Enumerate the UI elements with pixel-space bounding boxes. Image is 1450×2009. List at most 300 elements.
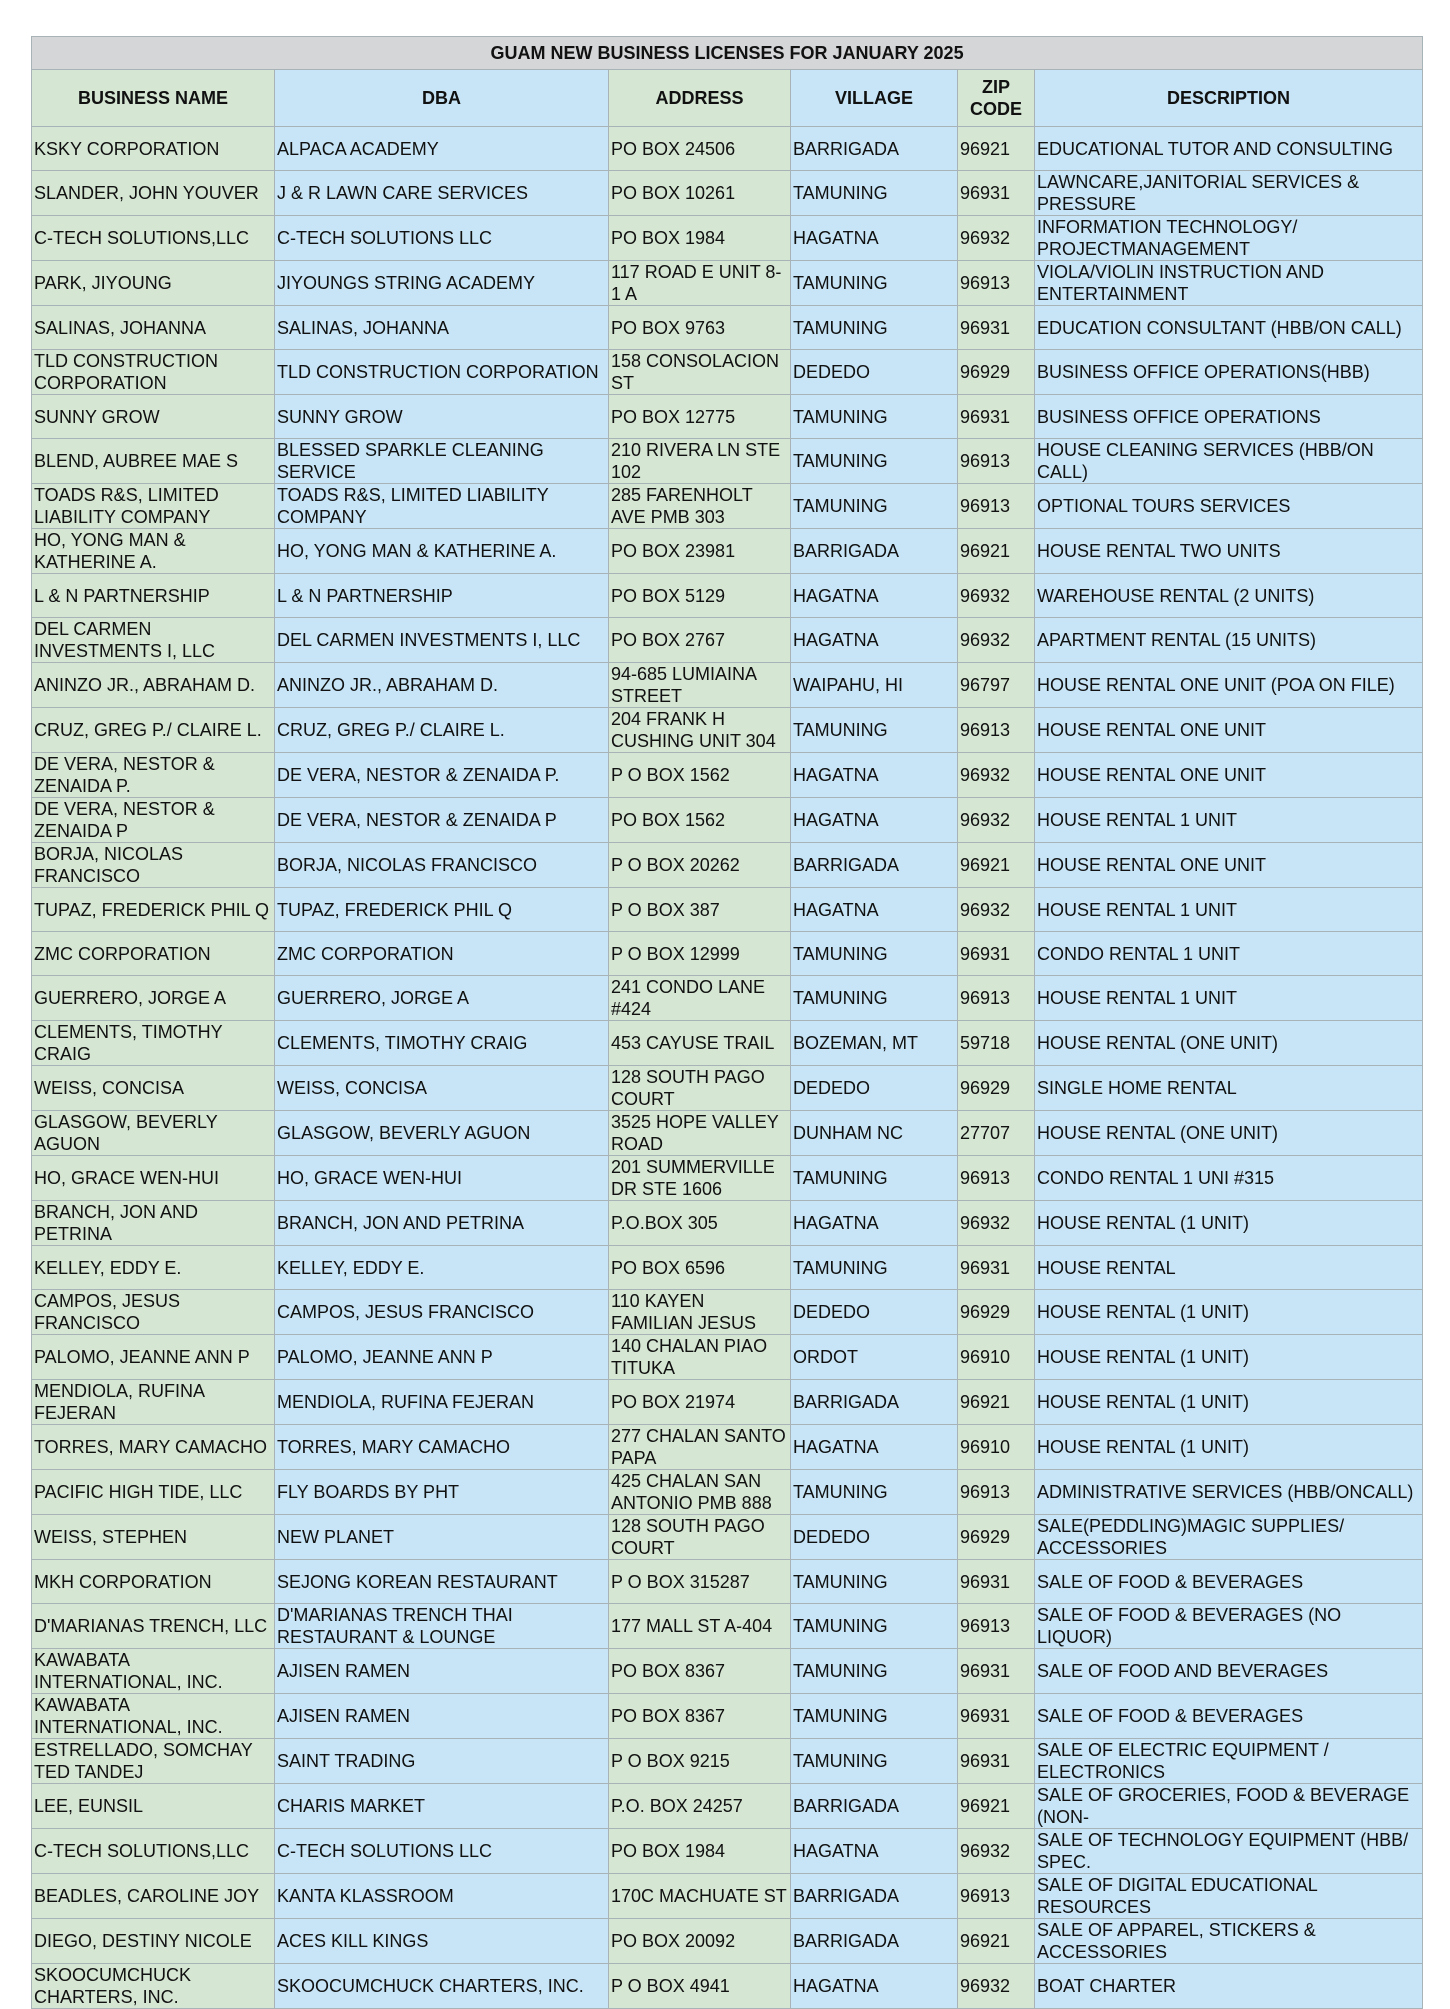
table-row xyxy=(32,618,1423,663)
cell-dba-text: WEISS, CONCISA xyxy=(277,1078,428,1098)
cell-zip xyxy=(958,1604,1035,1649)
cell-village xyxy=(791,1156,958,1201)
table-row xyxy=(32,753,1423,798)
cell-dba xyxy=(275,1739,609,1784)
cell-dba-text: TORRES, MARY CAMACHO xyxy=(277,1437,511,1457)
cell-zip xyxy=(958,888,1035,932)
cell-zip-text: 96913 xyxy=(960,988,1011,1008)
cell-address xyxy=(609,171,791,216)
cell-business-name xyxy=(32,753,275,798)
cell-zip-text: 96931 xyxy=(960,1661,1011,1681)
cell-business-name xyxy=(32,1649,275,1694)
table-row xyxy=(32,1156,1423,1201)
cell-business-name xyxy=(32,1470,275,1515)
cell-business-name xyxy=(32,1380,275,1425)
cell-village-text: HAGATNA xyxy=(793,1213,879,1233)
cell-address xyxy=(609,484,791,529)
cell-dba-text: HO, YONG MAN & KATHERINE A. xyxy=(277,541,557,561)
cell-zip xyxy=(958,1874,1035,1919)
cell-business-name-text: PALOMO, JEANNE ANN P xyxy=(34,1347,250,1367)
cell-description xyxy=(1035,395,1423,439)
cell-village-text: BARRIGADA xyxy=(793,1886,900,1906)
header-dba: DBA xyxy=(275,70,609,127)
cell-description-text: WAREHOUSE RENTAL (2 UNITS) xyxy=(1037,585,1315,606)
cell-zip-text: 96932 xyxy=(960,585,1011,606)
cell-dba xyxy=(275,1964,609,2009)
cell-dba-text: GUERRERO, JORGE A xyxy=(277,988,470,1008)
cell-zip-text: 96932 xyxy=(960,1976,1011,1996)
cell-dba xyxy=(275,1784,609,1829)
cell-dba-text: SALINAS, JOHANNA xyxy=(277,317,450,338)
cell-address-text: P.O. BOX 24257 xyxy=(611,1796,743,1816)
cell-village-text: WAIPAHU, HI xyxy=(793,675,904,695)
cell-business-name-text: BLEND, AUBREE MAE S xyxy=(34,451,239,471)
cell-address xyxy=(609,1874,791,1919)
cell-zip-text: 96931 xyxy=(960,1257,1011,1278)
cell-zip-text: 96913 xyxy=(960,273,1011,293)
cell-address xyxy=(609,1066,791,1111)
cell-village xyxy=(791,1111,958,1156)
cell-description xyxy=(1035,1021,1423,1066)
cell-address xyxy=(609,618,791,663)
cell-village-text: TAMUNING xyxy=(793,183,888,203)
cell-description xyxy=(1035,888,1423,932)
cell-dba-text: SKOOCUMCHUCK CHARTERS, INC. xyxy=(277,1976,584,1996)
cell-dba xyxy=(275,663,609,708)
cell-address xyxy=(609,1021,791,1066)
cell-address xyxy=(609,888,791,932)
cell-zip-text: 96913 xyxy=(960,1168,1011,1188)
cell-zip-text: 96932 xyxy=(960,765,1011,785)
table-title-row xyxy=(32,37,1423,70)
cell-description-text: HOUSE RENTAL (1 UNIT) xyxy=(1037,1302,1250,1322)
cell-zip xyxy=(958,261,1035,306)
cell-dba xyxy=(275,1470,609,1515)
cell-description xyxy=(1035,708,1423,753)
table-row xyxy=(32,1066,1423,1111)
cell-dba-text: ALPACA ACADEMY xyxy=(277,138,439,159)
cell-address-text: P O BOX 387 xyxy=(611,899,720,920)
cell-address xyxy=(609,127,791,171)
cell-zip-text: 96932 xyxy=(960,228,1011,248)
cell-zip xyxy=(958,171,1035,216)
cell-village xyxy=(791,1784,958,1829)
cell-business-name xyxy=(32,1156,275,1201)
cell-business-name-text: DE VERA, NESTOR & ZENAIDA P xyxy=(34,799,215,841)
cell-village xyxy=(791,306,958,350)
cell-zip xyxy=(958,932,1035,976)
cell-village-text: DEDEDO xyxy=(793,1078,871,1098)
cell-dba xyxy=(275,1649,609,1694)
cell-zip xyxy=(958,574,1035,618)
cell-description xyxy=(1035,1066,1423,1111)
cell-business-name xyxy=(32,932,275,976)
cell-address xyxy=(609,663,791,708)
cell-village xyxy=(791,1964,958,2009)
cell-business-name-text: DE VERA, NESTOR & ZENAIDA P. xyxy=(34,754,215,796)
cell-description xyxy=(1035,216,1423,261)
table-row xyxy=(32,1874,1423,1919)
cell-dba xyxy=(275,1425,609,1470)
cell-business-name-text: C-TECH SOLUTIONS,LLC xyxy=(34,1841,250,1861)
table-row xyxy=(32,484,1423,529)
cell-zip xyxy=(958,1156,1035,1201)
cell-description-text: HOUSE RENTAL ONE UNIT xyxy=(1037,765,1267,785)
cell-dba-text: DE VERA, NESTOR & ZENAIDA P xyxy=(277,810,557,830)
cell-description-text: SALE OF GROCERIES, FOOD & BEVERAGE (NON- xyxy=(1037,1785,1410,1827)
cell-business-name xyxy=(32,1784,275,1829)
cell-business-name-text: PARK, JIYOUNG xyxy=(34,273,172,293)
cell-dba xyxy=(275,798,609,843)
cell-village-text: BARRIGADA xyxy=(793,541,900,561)
cell-dba xyxy=(275,932,609,976)
cell-zip xyxy=(958,1246,1035,1290)
cell-description-text: SALE OF FOOD & BEVERAGES xyxy=(1037,1571,1304,1592)
cell-business-name xyxy=(32,529,275,574)
cell-village-text: TAMUNING xyxy=(793,1168,888,1188)
cell-dba xyxy=(275,1604,609,1649)
cell-village xyxy=(791,395,958,439)
cell-dba-text: FLY BOARDS BY PHT xyxy=(277,1482,460,1502)
cell-business-name-text: MENDIOLA, RUFINA FEJERAN xyxy=(34,1381,205,1423)
cell-zip-text: 96931 xyxy=(960,1751,1011,1771)
cell-zip-text: 96921 xyxy=(960,1931,1011,1951)
cell-business-name xyxy=(32,439,275,484)
cell-zip-text: 96913 xyxy=(960,451,1011,471)
table-row xyxy=(32,216,1423,261)
cell-village xyxy=(791,1829,958,1874)
cell-zip xyxy=(958,1649,1035,1694)
header-description: DESCRIPTION xyxy=(1035,70,1423,127)
cell-business-name xyxy=(32,1829,275,1874)
cell-zip-text: 96913 xyxy=(960,1482,1011,1502)
cell-dba-text: L & N PARTNERSHIP xyxy=(277,585,453,606)
table-row xyxy=(32,1201,1423,1246)
cell-village-text: HAGATNA xyxy=(793,899,879,920)
cell-zip-text: 96931 xyxy=(960,1571,1011,1592)
cell-address-text: P.O.BOX 305 xyxy=(611,1213,718,1233)
cell-description xyxy=(1035,1201,1423,1246)
cell-description-text: ADMINISTRATIVE SERVICES (HBB/ONCALL) xyxy=(1037,1482,1414,1502)
cell-address xyxy=(609,350,791,395)
cell-address-text: PO BOX 9763 xyxy=(611,317,726,338)
cell-description-text: SALE(PEDDLING)MAGIC SUPPLIES/ ACCESSORIES xyxy=(1037,1516,1345,1558)
cell-address-text: 201 SUMMERVILLE DR STE 1606 xyxy=(611,1157,775,1199)
cell-zip xyxy=(958,1919,1035,1964)
cell-business-name xyxy=(32,350,275,395)
cell-zip xyxy=(958,1694,1035,1739)
cell-description xyxy=(1035,306,1423,350)
cell-description-text: BUSINESS OFFICE OPERATIONS xyxy=(1037,406,1321,427)
cell-business-name-text: ESTRELLADO, SOMCHAY TED TANDEJ xyxy=(34,1740,253,1782)
table-row xyxy=(32,261,1423,306)
cell-description-text: HOUSE CLEANING SERVICES (HBB/ON CALL) xyxy=(1037,440,1374,482)
cell-zip-text: 96932 xyxy=(960,1213,1011,1233)
cell-village-text: TAMUNING xyxy=(793,943,888,964)
cell-address xyxy=(609,1694,791,1739)
cell-village xyxy=(791,529,958,574)
cell-address-text: PO BOX 1984 xyxy=(611,1841,726,1861)
cell-address-text: PO BOX 12775 xyxy=(611,406,736,427)
cell-village-text: TAMUNING xyxy=(793,988,888,1008)
cell-description-text: BOAT CHARTER xyxy=(1037,1976,1177,1996)
cell-business-name xyxy=(32,306,275,350)
cell-business-name-text: D'MARIANAS TRENCH, LLC xyxy=(34,1616,268,1636)
cell-business-name xyxy=(32,976,275,1021)
cell-description-text: HOUSE RENTAL ONE UNIT (POA ON FILE) xyxy=(1037,675,1395,695)
cell-village xyxy=(791,1470,958,1515)
cell-zip xyxy=(958,708,1035,753)
cell-dba xyxy=(275,1290,609,1335)
cell-zip-text: 96913 xyxy=(960,496,1011,516)
cell-description xyxy=(1035,574,1423,618)
cell-business-name xyxy=(32,1919,275,1964)
cell-address-text: P O BOX 20262 xyxy=(611,855,740,875)
cell-description-text: SINGLE HOME RENTAL xyxy=(1037,1078,1237,1098)
cell-business-name-text: ANINZO JR., ABRAHAM D. xyxy=(34,675,256,695)
cell-description xyxy=(1035,753,1423,798)
cell-business-name xyxy=(32,1604,275,1649)
cell-business-name-text: BRANCH, JON AND PETRINA xyxy=(34,1202,199,1244)
cell-dba xyxy=(275,708,609,753)
cell-dba xyxy=(275,1560,609,1604)
cell-dba-text: BORJA, NICOLAS FRANCISCO xyxy=(277,855,538,875)
table-row xyxy=(32,1290,1423,1335)
cell-zip xyxy=(958,1560,1035,1604)
cell-village xyxy=(791,1874,958,1919)
cell-zip xyxy=(958,1380,1035,1425)
cell-zip-text: 96913 xyxy=(960,1886,1011,1906)
cell-description-text: SALE OF ELECTRIC EQUIPMENT / ELECTRONICS xyxy=(1037,1740,1329,1782)
table-row xyxy=(32,439,1423,484)
cell-dba-text: KELLEY, EDDY E. xyxy=(277,1257,425,1278)
cell-business-name xyxy=(32,1335,275,1380)
cell-village xyxy=(791,216,958,261)
cell-village xyxy=(791,1066,958,1111)
cell-address-text: 128 SOUTH PAGO COURT xyxy=(611,1067,765,1109)
cell-business-name-text: BEADLES, CAROLINE JOY xyxy=(34,1886,260,1906)
cell-village-text: TAMUNING xyxy=(793,1751,888,1771)
cell-description xyxy=(1035,1604,1423,1649)
cell-dba xyxy=(275,753,609,798)
cell-address-text: 425 CHALAN SAN ANTONIO PMB 888 xyxy=(611,1471,772,1513)
cell-zip xyxy=(958,798,1035,843)
cell-dba xyxy=(275,1874,609,1919)
cell-description-text: HOUSE RENTAL (ONE UNIT) xyxy=(1037,1033,1279,1053)
table-row xyxy=(32,1919,1423,1964)
cell-address xyxy=(609,1515,791,1560)
cell-address-text: 204 FRANK H CUSHING UNIT 304 xyxy=(611,709,776,751)
cell-business-name-text: GLASGOW, BEVERLY AGUON xyxy=(34,1112,218,1154)
cell-description xyxy=(1035,484,1423,529)
cell-business-name xyxy=(32,843,275,888)
cell-dba xyxy=(275,484,609,529)
cell-address xyxy=(609,261,791,306)
cell-zip xyxy=(958,1739,1035,1784)
cell-business-name xyxy=(32,798,275,843)
cell-description-text: SALE OF DIGITAL EDUCATIONAL RESOURCES xyxy=(1037,1875,1318,1917)
cell-zip xyxy=(958,976,1035,1021)
table-row xyxy=(32,1964,1423,2009)
cell-address-text: PO BOX 2767 xyxy=(611,630,726,650)
cell-address-text: PO BOX 10261 xyxy=(611,183,736,203)
cell-description-text: LAWNCARE,JANITORIAL SERVICES & PRESSURE xyxy=(1037,172,1360,214)
cell-business-name xyxy=(32,395,275,439)
cell-business-name-text: TOADS R&S, LIMITED LIABILITY COMPANY xyxy=(34,485,219,527)
cell-address xyxy=(609,395,791,439)
cell-business-name-text: DIEGO, DESTINY NICOLE xyxy=(34,1931,252,1951)
cell-address-text: P O BOX 12999 xyxy=(611,943,740,964)
cell-zip xyxy=(958,1201,1035,1246)
cell-village-text: BARRIGADA xyxy=(793,855,900,875)
cell-zip-text: 96921 xyxy=(960,541,1011,561)
cell-description xyxy=(1035,1560,1423,1604)
cell-zip-text: 27707 xyxy=(960,1123,1011,1143)
cell-address xyxy=(609,1470,791,1515)
table-row xyxy=(32,574,1423,618)
cell-dba xyxy=(275,171,609,216)
cell-business-name xyxy=(32,1560,275,1604)
table-row xyxy=(32,1380,1423,1425)
cell-address-text: 177 MALL ST A-404 xyxy=(611,1616,773,1636)
cell-dba xyxy=(275,529,609,574)
cell-village xyxy=(791,618,958,663)
cell-dba-text: TOADS R&S, LIMITED LIABILITY COMPANY xyxy=(277,485,549,527)
cell-business-name-text: HO, GRACE WEN-HUI xyxy=(34,1168,220,1188)
cell-village-text: HAGATNA xyxy=(793,1841,879,1861)
cell-village xyxy=(791,1425,958,1470)
cell-address xyxy=(609,1829,791,1874)
cell-address xyxy=(609,753,791,798)
table-row xyxy=(32,1739,1423,1784)
cell-address xyxy=(609,843,791,888)
cell-address-text: 140 CHALAN PIAO TITUKA xyxy=(611,1336,768,1378)
cell-zip-text: 96929 xyxy=(960,1527,1011,1547)
table-row xyxy=(32,1425,1423,1470)
cell-description-text: BUSINESS OFFICE OPERATIONS(HBB) xyxy=(1037,362,1370,382)
cell-business-name-text: WEISS, CONCISA xyxy=(34,1078,185,1098)
cell-description xyxy=(1035,1111,1423,1156)
cell-zip-text: 96929 xyxy=(960,1078,1011,1098)
table-row xyxy=(32,1560,1423,1604)
cell-zip-text: 96931 xyxy=(960,1706,1011,1726)
cell-business-name xyxy=(32,888,275,932)
cell-address-text: PO BOX 21974 xyxy=(611,1392,736,1412)
table-row xyxy=(32,1111,1423,1156)
cell-zip-text: 96929 xyxy=(960,362,1011,382)
cell-zip xyxy=(958,1066,1035,1111)
cell-address-text: PO BOX 6596 xyxy=(611,1257,726,1278)
header-village: VILLAGE xyxy=(791,70,958,127)
cell-business-name xyxy=(32,1694,275,1739)
cell-address xyxy=(609,1560,791,1604)
cell-business-name-text: MKH CORPORATION xyxy=(34,1571,212,1592)
cell-address xyxy=(609,1964,791,2009)
cell-dba-text: TUPAZ, FREDERICK PHIL Q xyxy=(277,899,513,920)
cell-dba-text: GLASGOW, BEVERLY AGUON xyxy=(277,1123,531,1143)
cell-business-name-text: CAMPOS, JESUS FRANCISCO xyxy=(34,1291,181,1333)
cell-description xyxy=(1035,1919,1423,1964)
cell-address-text: PO BOX 23981 xyxy=(611,541,736,561)
cell-zip xyxy=(958,1111,1035,1156)
table-row xyxy=(32,529,1423,574)
cell-business-name xyxy=(32,1739,275,1784)
cell-dba xyxy=(275,1111,609,1156)
table-row xyxy=(32,932,1423,976)
cell-business-name xyxy=(32,1111,275,1156)
cell-address xyxy=(609,1290,791,1335)
cell-dba xyxy=(275,1694,609,1739)
cell-zip xyxy=(958,484,1035,529)
cell-business-name-text: DEL CARMEN INVESTMENTS I, LLC xyxy=(34,619,216,661)
cell-dba-text: JIYOUNGS STRING ACADEMY xyxy=(277,273,536,293)
cell-village xyxy=(791,1246,958,1290)
cell-zip-text: 96910 xyxy=(960,1347,1011,1367)
cell-address-text: P O BOX 4941 xyxy=(611,1976,730,1996)
cell-zip-text: 96931 xyxy=(960,406,1011,427)
cell-description xyxy=(1035,1380,1423,1425)
table-row xyxy=(32,1604,1423,1649)
cell-description xyxy=(1035,663,1423,708)
cell-dba xyxy=(275,1201,609,1246)
cell-zip xyxy=(958,1425,1035,1470)
cell-description-text: HOUSE RENTAL (ONE UNIT) xyxy=(1037,1123,1279,1143)
cell-village xyxy=(791,1604,958,1649)
cell-description-text: HOUSE RENTAL ONE UNIT xyxy=(1037,720,1267,740)
cell-dba xyxy=(275,574,609,618)
cell-dba-text: CAMPOS, JESUS FRANCISCO xyxy=(277,1302,535,1322)
table-row xyxy=(32,1784,1423,1829)
cell-zip xyxy=(958,1021,1035,1066)
cell-dba-text: ZMC CORPORATION xyxy=(277,943,454,964)
table-row xyxy=(32,1470,1423,1515)
cell-business-name xyxy=(32,663,275,708)
cell-description xyxy=(1035,798,1423,843)
cell-description-text: SALE OF FOOD & BEVERAGES xyxy=(1037,1706,1304,1726)
column-header-row xyxy=(32,70,1423,127)
cell-business-name xyxy=(32,1246,275,1290)
table-row xyxy=(32,843,1423,888)
cell-address-text: PO BOX 24506 xyxy=(611,138,736,159)
cell-description xyxy=(1035,1290,1423,1335)
cell-description xyxy=(1035,1739,1423,1784)
cell-address-text: 128 SOUTH PAGO COURT xyxy=(611,1516,765,1558)
cell-description-text: HOUSE RENTAL (1 UNIT) xyxy=(1037,1437,1250,1457)
cell-village-text: BARRIGADA xyxy=(793,1392,900,1412)
cell-business-name-text: PACIFIC HIGH TIDE, LLC xyxy=(34,1482,243,1502)
cell-village-text: ORDOT xyxy=(793,1347,858,1367)
cell-business-name-text: TLD CONSTRUCTION CORPORATION xyxy=(34,351,218,393)
cell-dba xyxy=(275,1829,609,1874)
cell-address-text: PO BOX 5129 xyxy=(611,585,726,606)
header-address: ADDRESS xyxy=(609,70,791,127)
table-row xyxy=(32,708,1423,753)
cell-description xyxy=(1035,529,1423,574)
cell-village-text: HAGATNA xyxy=(793,1976,879,1996)
cell-business-name xyxy=(32,261,275,306)
cell-business-name-text: KELLEY, EDDY E. xyxy=(34,1257,182,1278)
cell-zip xyxy=(958,1290,1035,1335)
cell-dba-text: HO, GRACE WEN-HUI xyxy=(277,1168,463,1188)
cell-description-text: HOUSE RENTAL 1 UNIT xyxy=(1037,988,1238,1008)
cell-address-text: 117 ROAD E UNIT 8-1 A xyxy=(611,262,782,304)
cell-village xyxy=(791,484,958,529)
cell-business-name xyxy=(32,216,275,261)
cell-village xyxy=(791,798,958,843)
cell-dba xyxy=(275,395,609,439)
cell-description-text: VIOLA/VIOLIN INSTRUCTION AND ENTERTAINMENT xyxy=(1037,262,1325,304)
cell-description-text: HOUSE RENTAL (1 UNIT) xyxy=(1037,1392,1250,1412)
